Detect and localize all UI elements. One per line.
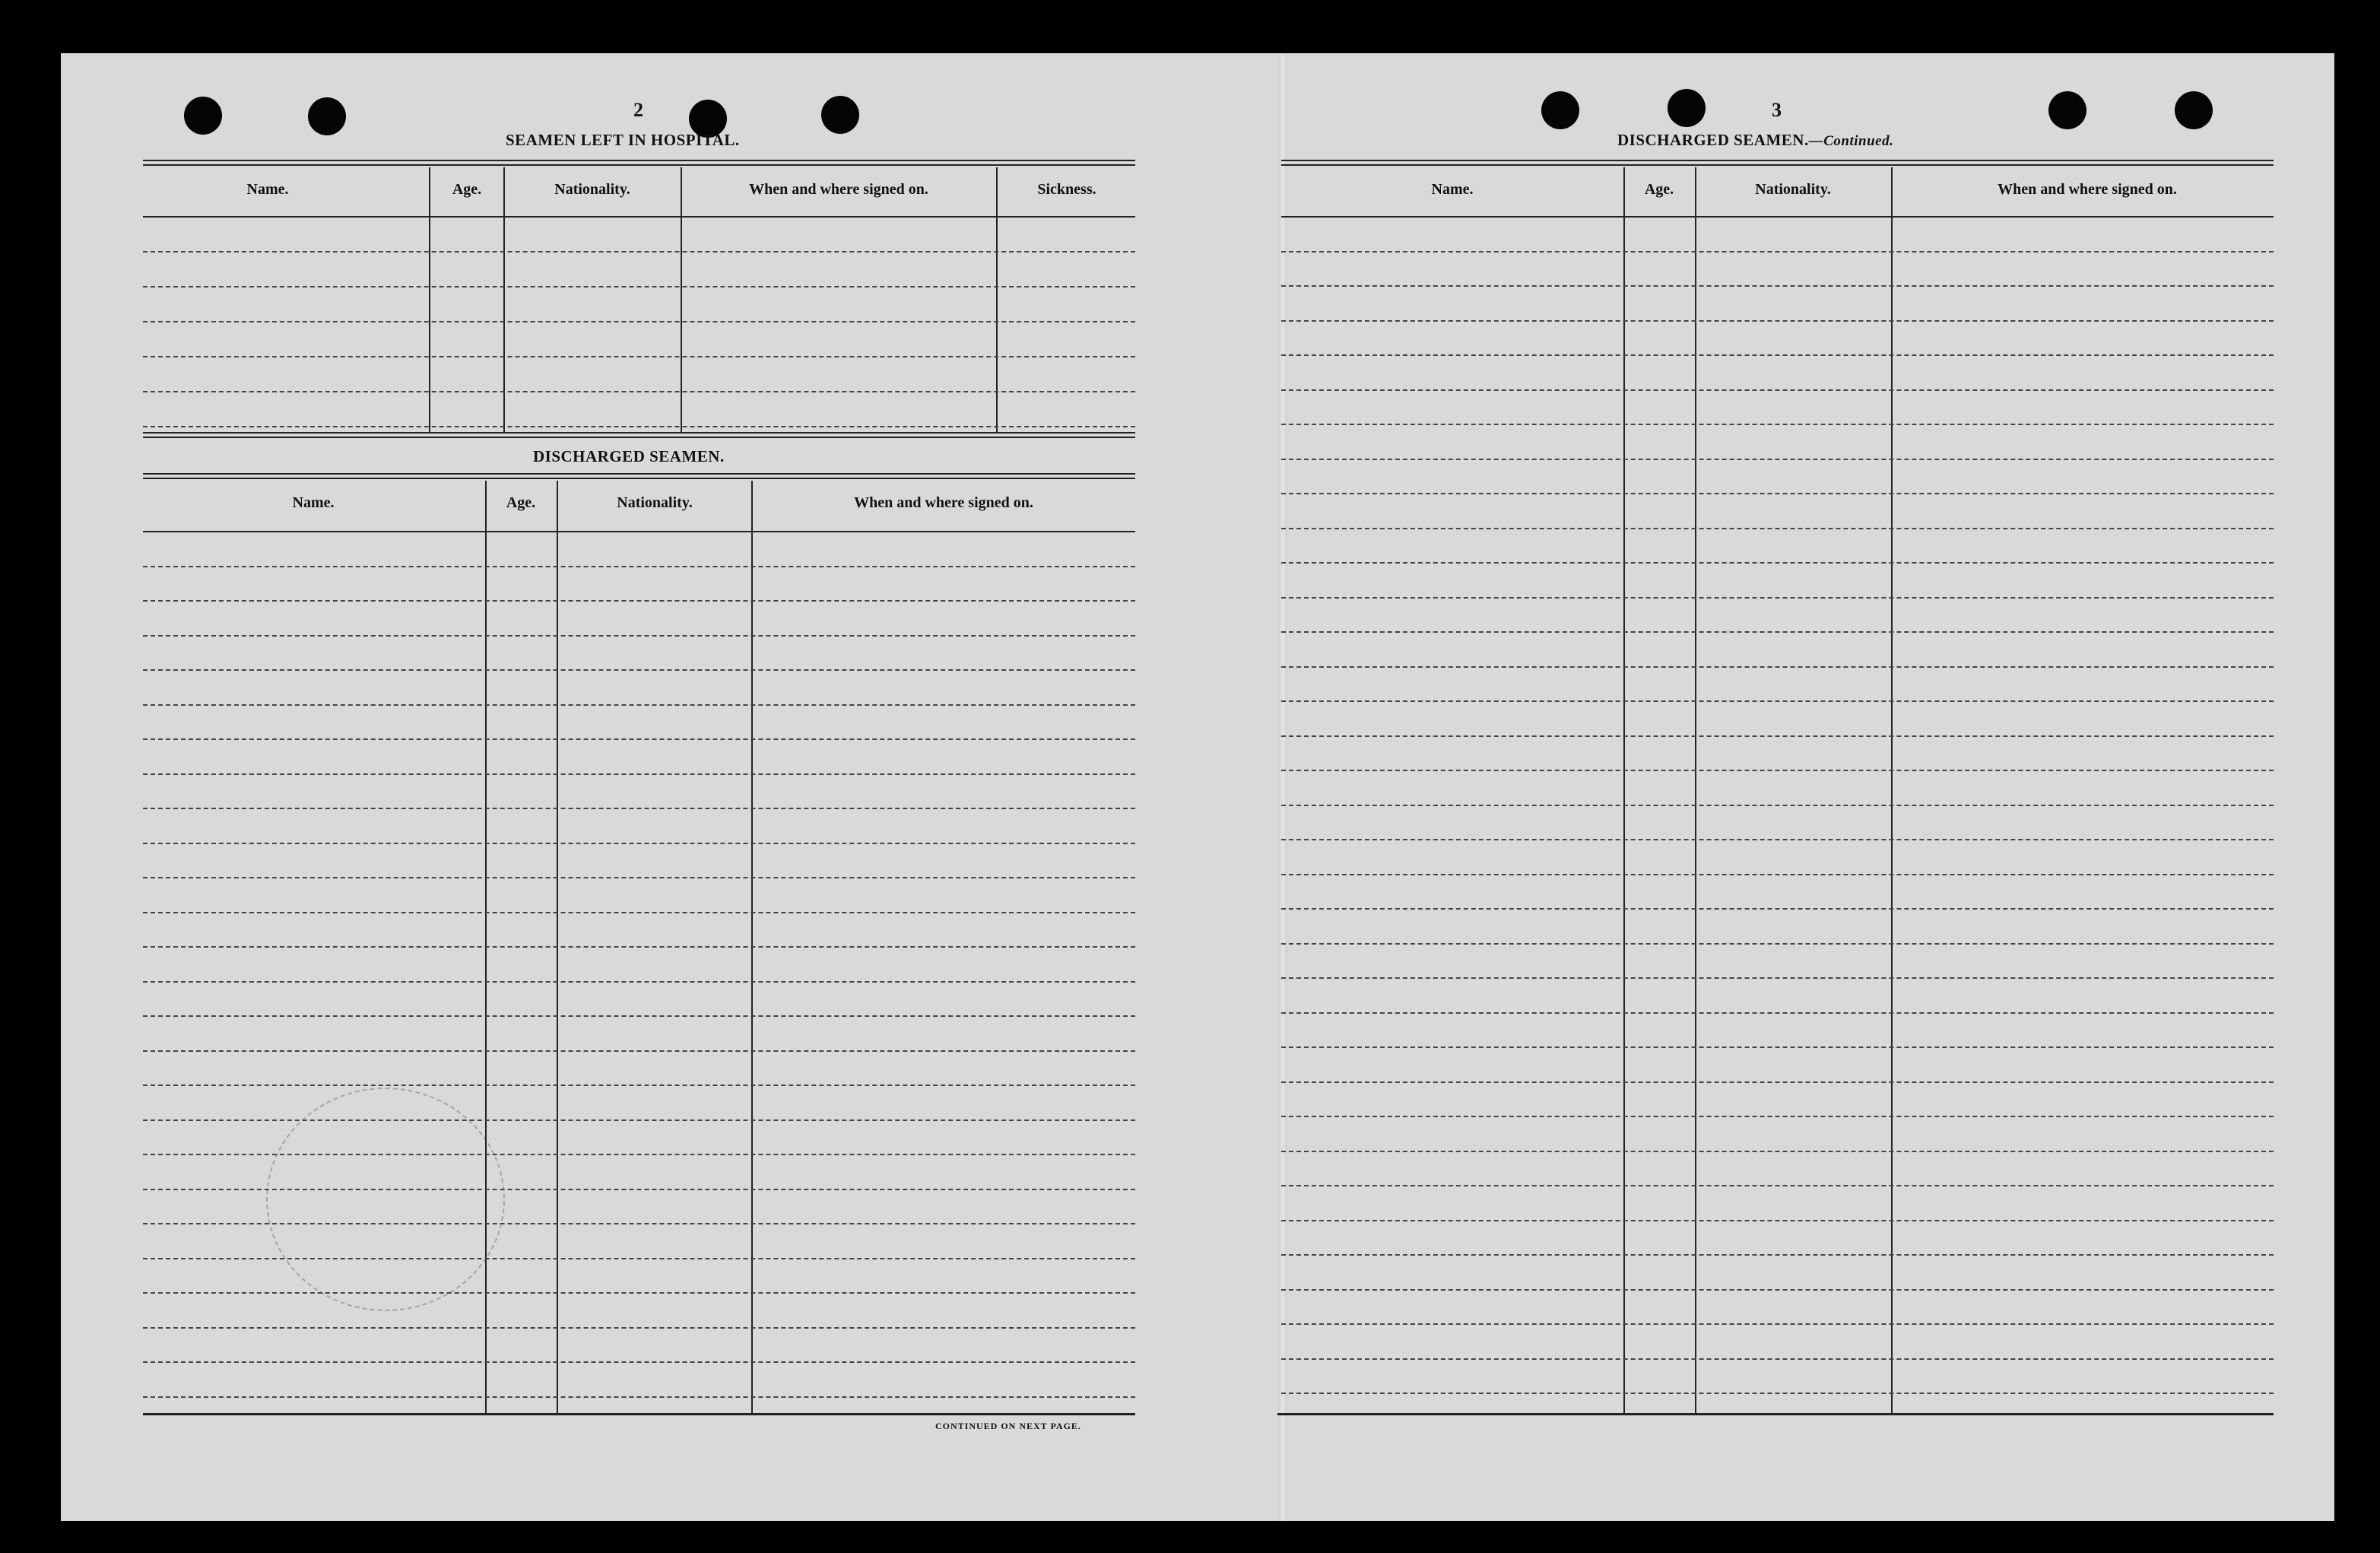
entry-row-line bbox=[1281, 459, 2274, 460]
entry-row-line bbox=[1281, 320, 2274, 322]
entry-row-line bbox=[1281, 251, 2274, 252]
page-number: 3 bbox=[1772, 99, 1782, 121]
continued-top-rule bbox=[1281, 160, 2274, 166]
column-header: Name. bbox=[292, 494, 335, 511]
entry-row-line bbox=[1281, 874, 2274, 875]
entry-row-line bbox=[1281, 735, 2274, 737]
column-header: Name. bbox=[1431, 181, 1474, 198]
discharged-section-title: DISCHARGED SEAMEN. bbox=[533, 447, 725, 465]
column-header: Age. bbox=[452, 181, 482, 198]
entry-row-line bbox=[1281, 1116, 2274, 1117]
entry-row-line bbox=[1281, 908, 2274, 910]
entry-row-line bbox=[1281, 1323, 2274, 1325]
right-page bbox=[61, 53, 2334, 1521]
entry-row-line bbox=[1281, 285, 2274, 287]
entry-row-line bbox=[1281, 493, 2274, 494]
continued-bottom-rule bbox=[1277, 1413, 2274, 1415]
column-header: Age. bbox=[506, 494, 536, 511]
column-header: Nationality. bbox=[617, 494, 693, 511]
column-header: Nationality. bbox=[1755, 181, 1831, 198]
entry-row-line bbox=[1281, 1393, 2274, 1394]
entry-row-line bbox=[1281, 354, 2274, 356]
column-header: Nationality. bbox=[554, 181, 630, 198]
entry-row-line bbox=[1281, 1151, 2274, 1152]
page-number: 2 bbox=[633, 99, 643, 121]
entry-row-line bbox=[1281, 1185, 2274, 1186]
entry-row-line bbox=[1281, 1254, 2274, 1256]
entry-row-line bbox=[1281, 562, 2274, 564]
form-sheet bbox=[61, 53, 2334, 1521]
column-header: When and where signed on. bbox=[749, 181, 928, 198]
entry-row-line bbox=[1281, 389, 2274, 391]
column-header: Age. bbox=[1644, 181, 1674, 198]
title-suffix: —Continued. bbox=[1808, 133, 1894, 149]
entry-row-line bbox=[1281, 700, 2274, 702]
entry-row-line bbox=[1281, 1289, 2274, 1291]
entry-row-line bbox=[1281, 424, 2274, 425]
entry-row-line bbox=[1281, 1012, 2274, 1014]
entry-row-line bbox=[1281, 1220, 2274, 1221]
column-header: Sickness. bbox=[1037, 181, 1096, 198]
column-header: When and where signed on. bbox=[854, 494, 1033, 511]
entry-row-line bbox=[1281, 1046, 2274, 1048]
entry-row-line bbox=[1281, 666, 2274, 668]
entry-row-line bbox=[1281, 943, 2274, 945]
column-header: When and where signed on. bbox=[1998, 181, 2177, 198]
entry-row-line bbox=[1281, 1081, 2274, 1083]
hospital-section-title: SEAMEN LEFT IN HOSPITAL. bbox=[506, 131, 740, 149]
header-rule bbox=[1281, 216, 2274, 218]
entry-row-line bbox=[1281, 805, 2274, 806]
continued-note: CONTINUED ON NEXT PAGE. bbox=[935, 1421, 1081, 1431]
entry-row-line bbox=[1281, 597, 2274, 599]
column-header: Name. bbox=[246, 181, 289, 198]
entry-row-line bbox=[1281, 631, 2274, 633]
discharged-continued-title bbox=[1617, 131, 1893, 150]
entry-row-line bbox=[1281, 977, 2274, 979]
entry-row-line bbox=[1281, 528, 2274, 529]
entry-row-line bbox=[1281, 770, 2274, 771]
entry-row-line bbox=[1281, 1358, 2274, 1360]
entry-row-line bbox=[1281, 839, 2274, 840]
title-main: DISCHARGED SEAMEN. bbox=[1617, 131, 1809, 149]
